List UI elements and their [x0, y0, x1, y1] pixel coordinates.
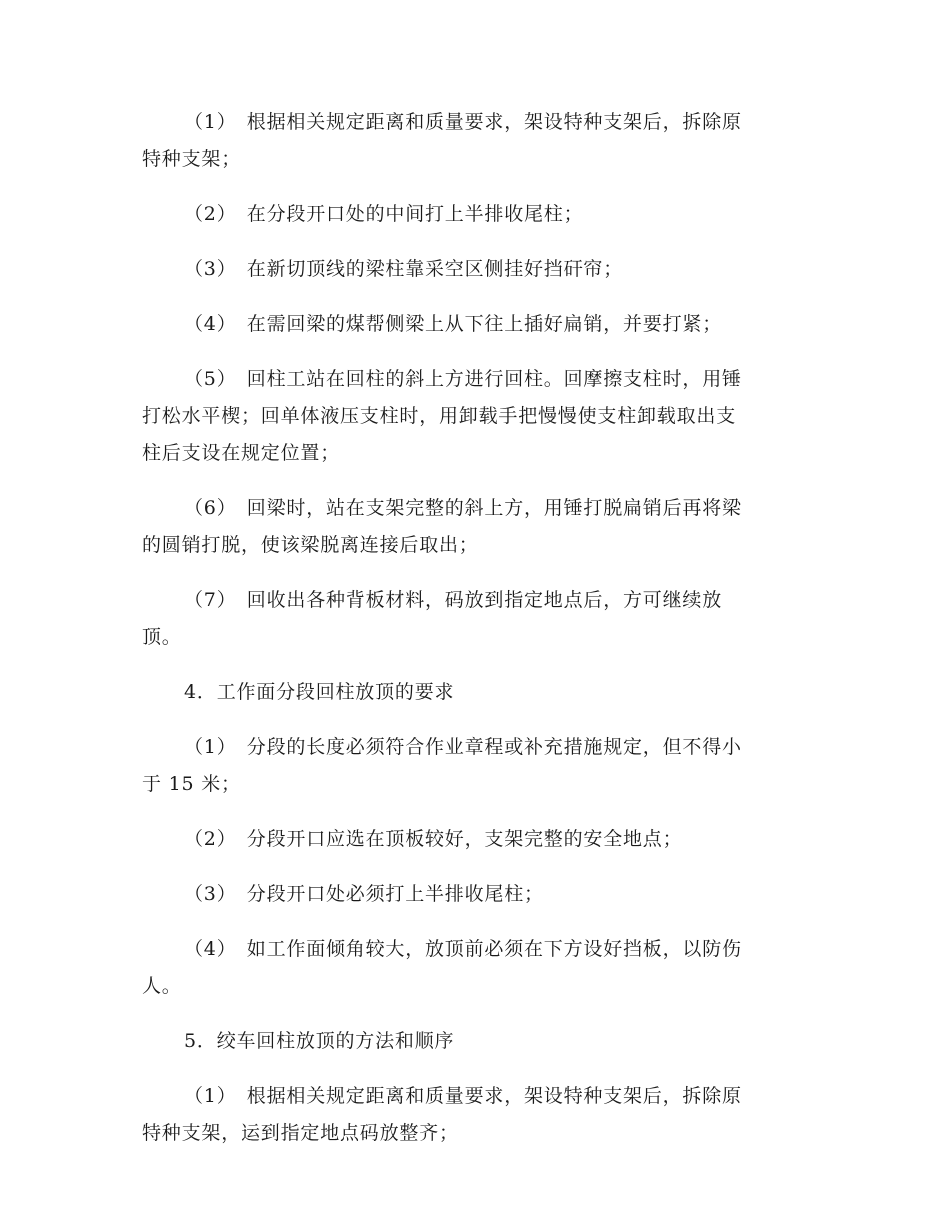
paragraph-10 — [142, 821, 792, 858]
paragraph-line: 特种支架； — [142, 148, 242, 170]
paragraph-11 — [142, 876, 792, 913]
heading-line: 5．绞车回柱放顶的方法和顺序 — [184, 1030, 455, 1052]
paragraph-line: （2） 在分段开口处的中间打上半排收尾柱； — [184, 203, 584, 225]
section-heading-4 — [142, 674, 792, 711]
paragraph-line: （1） 根据相关规定距离和质量要求，架设特种支架后，拆除原 — [184, 111, 742, 133]
section-heading-5 — [142, 1023, 792, 1060]
paragraph-line: 顶。 — [142, 626, 182, 648]
paragraph-line: 人。 — [142, 975, 182, 997]
paragraph-2 — [142, 196, 792, 233]
paragraph-line: 特种支架，运到指定地点码放整齐； — [142, 1122, 459, 1144]
paragraph-line: （7） 回收出各种背板材料，码放到指定地点后，方可继续放 — [184, 589, 722, 611]
paragraph-line: （6） 回梁时，站在支架完整的斜上方，用锤打脱扁销后再将梁 — [184, 497, 742, 519]
heading-line: 4．工作面分段回柱放顶的要求 — [184, 681, 455, 703]
paragraph-14 — [142, 1078, 792, 1152]
paragraph-line: （3） 分段开口处必须打上半排收尾柱； — [184, 883, 544, 905]
document-body — [142, 104, 792, 1170]
paragraph-line: （1） 分段的长度必须符合作业章程或补充措施规定，但不得小 — [184, 736, 742, 758]
paragraph-line: （3） 在新切顶线的梁柱靠采空区侧挂好挡矸帘； — [184, 258, 623, 280]
paragraph-line: （1） 根据相关规定距离和质量要求，架设特种支架后，拆除原 — [184, 1085, 742, 1107]
paragraph-line: （4） 如工作面倾角较大，放顶前必须在下方设好挡板，以防伤 — [184, 938, 742, 960]
paragraph-line: （2） 分段开口应选在顶板较好，支架完整的安全地点； — [184, 828, 683, 850]
paragraph-line: （5） 回柱工站在回柱的斜上方进行回柱。回摩擦支柱时，用锤 — [184, 368, 742, 390]
paragraph-3 — [142, 251, 792, 288]
paragraph-line: 柱后支设在规定位置； — [142, 442, 341, 464]
paragraph-line: （4） 在需回梁的煤帮侧梁上从下往上插好扁销，并要打紧； — [184, 313, 722, 335]
paragraph-4 — [142, 306, 792, 343]
paragraph-7 — [142, 582, 792, 656]
paragraph-line: 的圆销打脱，使该梁脱离连接后取出； — [142, 534, 479, 556]
paragraph-6 — [142, 490, 792, 564]
paragraph-9 — [142, 729, 792, 803]
paragraph-5 — [142, 361, 792, 472]
paragraph-1 — [142, 104, 792, 178]
paragraph-line: 打松水平楔；回单体液压支柱时，用卸载手把慢慢使支柱卸载取出支 — [142, 405, 737, 427]
paragraph-line: 于 15 米； — [142, 773, 241, 795]
paragraph-12 — [142, 931, 792, 1005]
